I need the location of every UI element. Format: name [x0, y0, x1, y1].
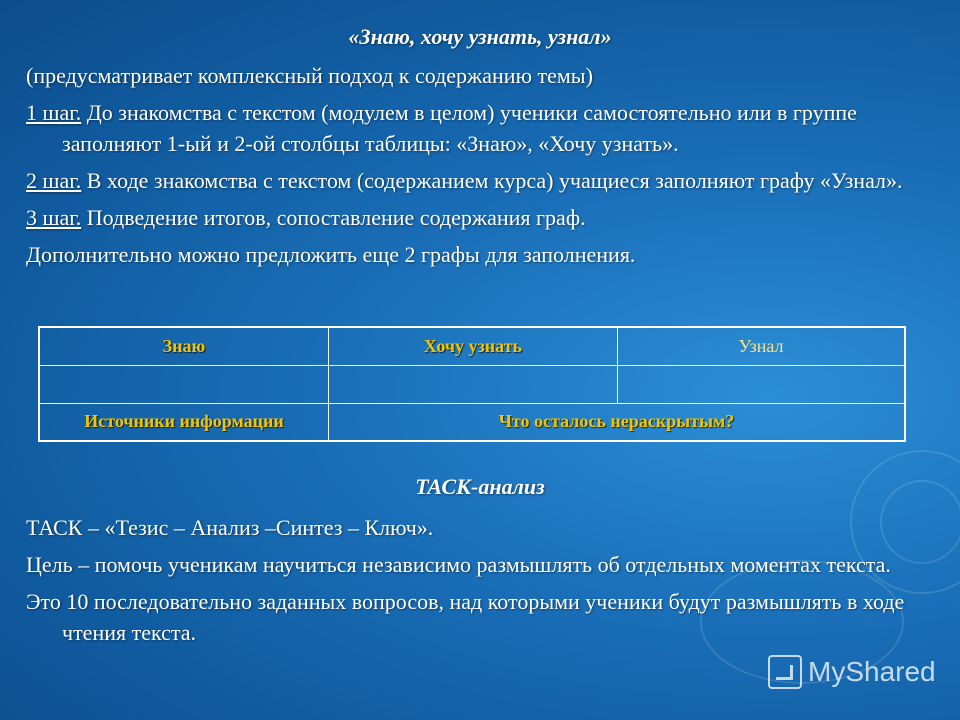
task-definition: ТАСК – «Тезис – Анализ –Синтез – Ключ». — [26, 515, 434, 540]
task-description: Это 10 последовательно заданных вопросов, над которыми ученики будут размышлять в ходе чтения текста. — [26, 589, 905, 645]
extra-sources: Источники информации — [39, 403, 329, 441]
table-empty-row — [39, 365, 905, 403]
slide-body — [26, 60, 946, 270]
kwl-table — [38, 326, 906, 442]
subtitle: (предусматривает комплексный подход к содержанию темы) — [26, 63, 593, 88]
step-1 — [26, 97, 946, 159]
section2-body — [26, 512, 946, 648]
extra-unrevealed: Что осталось нераскрытым? — [329, 403, 906, 441]
myshared-logo-icon — [768, 655, 802, 689]
table-cell — [618, 365, 906, 403]
table-extra-row — [39, 403, 905, 441]
step-3-text: Подведение итогов, сопоставление содержания граф. — [81, 205, 586, 230]
slide-title: «Знаю, хочу узнать, узнал» — [348, 24, 612, 49]
watermark-text: MyShared — [808, 656, 936, 687]
additional-note: Дополнительно можно предложить еще 2 графы для заполнения. — [26, 242, 636, 267]
step-3 — [26, 202, 946, 233]
table-cell — [329, 365, 618, 403]
step-2 — [26, 165, 946, 196]
step-1-label: 1 шаг. — [26, 100, 82, 125]
step-2-text: В ходе знакомства с текстом (содержанием курса) учащиеся заполняют графу «Узнал». — [81, 168, 903, 193]
table-header-row — [39, 327, 905, 365]
step-3-label: 3 шаг. — [26, 205, 82, 230]
section2-title: ТАСК-анализ — [415, 474, 545, 499]
table-cell — [39, 365, 329, 403]
header-know: Знаю — [39, 327, 329, 365]
step-1-text: До знакомства с текстом (модулем в целом) ученики самостоятельно или в группе заполняют 1-ый и 2-ой столбцы таблицы: «Знаю», «Хочу узнать». — [62, 100, 857, 156]
header-learned: Узнал — [618, 327, 906, 365]
step-2-label: 2 шаг. — [26, 168, 82, 193]
watermark — [768, 655, 936, 689]
header-want-to-know: Хочу узнать — [329, 327, 618, 365]
task-goal: Цель – помочь ученикам научиться независимо размышлять об отдельных моментах текста. — [26, 552, 891, 577]
